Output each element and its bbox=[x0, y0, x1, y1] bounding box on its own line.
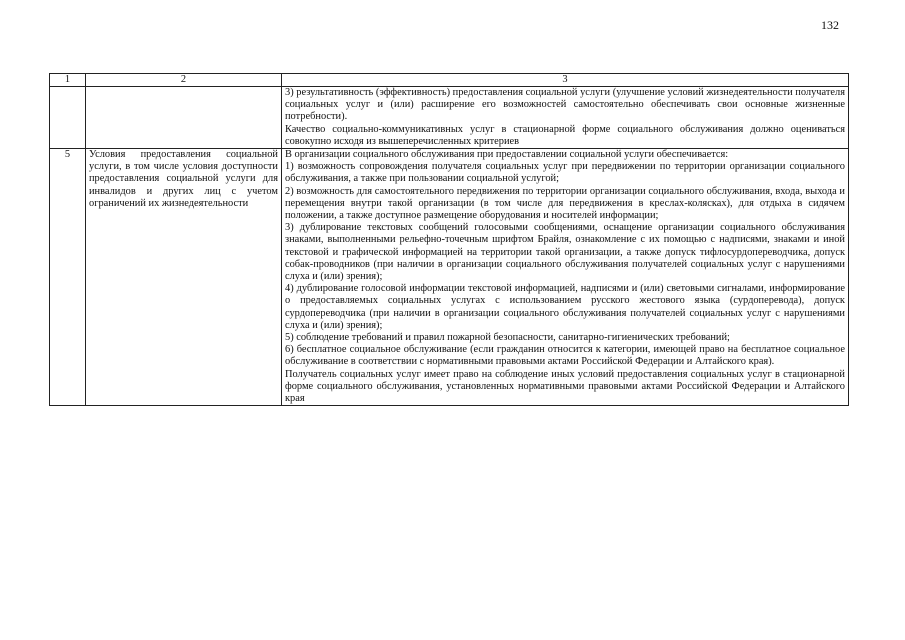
row-number: 5 bbox=[50, 149, 86, 406]
page-number: 132 bbox=[821, 18, 839, 32]
column-header-1: 1 bbox=[50, 74, 86, 87]
description-paragraph: 4) дублирование голосовой информации текстовой информацией, надписями и (или) световыми сигналами, информирование о предоставляемых социальных услугах с использованием русского жестового языка (сурдоперевода), допуск сурдопереводчика (при наличии в организации социального обслуживания получателей социальных услуг с нарушениями слуха и (или) зрения); bbox=[285, 283, 845, 331]
criterion-cell bbox=[86, 87, 282, 149]
description-paragraph: 5) соблюдение требований и правил пожарной безопасности, санитарно-гигиенических требований; bbox=[285, 332, 730, 344]
description-paragraph: Получатель социальных услуг имеет право на соблюдение иных условий предоставления социальных услуг в стационарной форме социального обслуживания, установленных нормативными правовыми актами Российской Федерации и Алтайского края bbox=[285, 368, 845, 405]
description-cell bbox=[282, 149, 849, 406]
description-paragraph: 3) дублирование текстовых сообщений голосовыми сообщениями, оснащение организации социального обслуживания знаками, выполненными рельефно-точечным шрифтом Брайля, ознакомление с их помощью с надписями, знаками и иной текстовой и графической информацией на территории такой организации, а также допуск тифлосурдопереводчика, допуск собак-проводников (при наличии в организации социального обслуживания получателей социальных услуг с нарушениями слуха и (или) зрения); bbox=[285, 222, 845, 283]
column-header-3: 3 bbox=[282, 74, 849, 87]
description-paragraph: 2) возможность для самостоятельного передвижения по территории организации социального обслуживания, входа, выхода и перемещения внутри такой организации (в том числе для передвижения в креслах-колясках), для отдыха в сидячем положении, а также доступное размещение оборудования и носителей информации; bbox=[285, 185, 845, 222]
description-paragraph: 1) возможность сопровождения получателя социальных услуг при передвижении по территории организации социального обслуживания, а также при пользовании социальной услугой; bbox=[285, 161, 845, 185]
table-row bbox=[50, 87, 849, 149]
description-paragraph: 3) результативность (эффективность) предоставления социальной услуги (улучшение условий жизнедеятельности получателя социальных услуг и (или) расширение его возможностей самостоятельно обеспечивать свои основные жизненные потребности). bbox=[285, 87, 845, 123]
description-paragraph: Качество социально-коммуникативных услуг в стационарной форме социального обслуживания должно оцениваться совокупно исходя из вышеперечисленных критериев bbox=[285, 123, 845, 147]
description-paragraph: В организации социального обслуживания при предоставлении социальной услуги обеспечивается: bbox=[285, 149, 729, 161]
table-row bbox=[50, 149, 849, 406]
description-cell bbox=[282, 87, 849, 149]
services-table bbox=[49, 73, 849, 406]
criterion-cell: Условия предоставления социальной услуги, в том числе условия доступности предоставления социальной услуги для инвалидов и других лиц с учетом ограничений их жизнедеятельности bbox=[86, 149, 282, 406]
row-number bbox=[50, 87, 86, 149]
table-header-row bbox=[50, 74, 849, 87]
column-header-2: 2 bbox=[86, 74, 282, 87]
description-paragraph: 6) бесплатное социальное обслуживание (если гражданин относится к категории, имеющей право на бесплатное социальное обслуживание в соответствии с нормативными правовыми актами Российской Федерации и Алтайского края). bbox=[285, 344, 845, 368]
